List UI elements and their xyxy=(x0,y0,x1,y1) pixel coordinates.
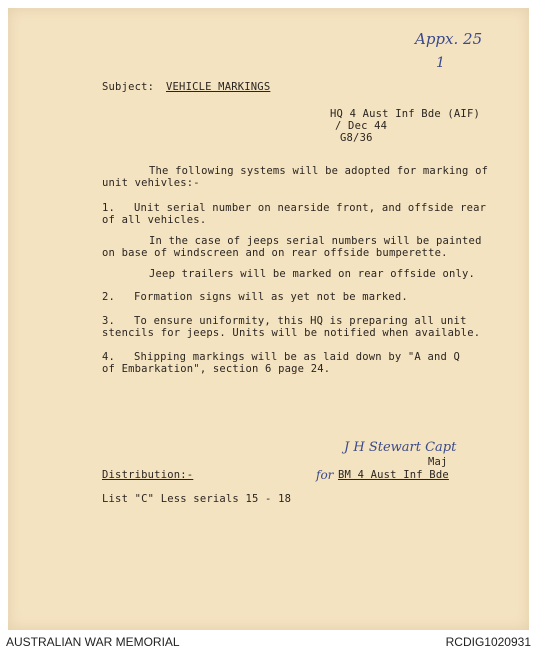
item-1-line-1: Unit serial number on nearside front, and offside rear xyxy=(134,202,487,214)
footer-left-credit: AUSTRALIAN WAR MEMORIAL xyxy=(6,635,180,649)
item-4-number: 4. xyxy=(102,351,116,363)
appendix-annotation: Appx. 25 xyxy=(415,30,483,48)
footer-right-id: RCDIG1020931 xyxy=(445,635,531,649)
intro-line-1: The following systems will be adopted for marking of xyxy=(149,165,489,177)
ref-line-2: / Dec 44 xyxy=(335,120,388,132)
item-3-line-1: To ensure uniformity, this HQ is preparing all unit xyxy=(134,315,467,327)
footer-bar xyxy=(0,630,537,654)
item-3-line-2: stencils for jeeps. Units will be notified when available. xyxy=(102,327,481,339)
distribution-label: Distribution:- xyxy=(102,469,194,481)
item-2-line-1: Formation signs will as yet not be marked. xyxy=(134,291,408,303)
subject-label: Subject: xyxy=(102,81,155,93)
item-1-line-2: of all vehicles. xyxy=(102,214,207,226)
item-4-line-1: Shipping markings will be as laid down by "A and Q xyxy=(134,351,461,363)
page-number-annotation: 1 xyxy=(436,55,445,71)
signature-rank: Maj xyxy=(428,456,448,468)
signature-title: BM 4 Aust Inf Bde xyxy=(338,469,449,481)
item-1-sub-1-line-2: on base of windscreen and on rear offside bumperette. xyxy=(102,247,448,259)
distribution-list: List "C" Less serials 15 - 18 xyxy=(102,493,292,505)
item-1-sub-2: Jeep trailers will be marked on rear offside only. xyxy=(149,268,476,280)
item-1-sub-1-line-1: In the case of jeeps serial numbers will be painted xyxy=(149,235,482,247)
handwritten-signature: J H Stewart Capt xyxy=(344,440,457,455)
intro-line-2: unit vehivles:- xyxy=(102,177,200,189)
ref-line-1: HQ 4 Aust Inf Bde (AIF) xyxy=(330,108,480,120)
signature-for: for xyxy=(316,468,334,482)
ref-line-3: G8/36 xyxy=(340,132,373,144)
subject-title: VEHICLE MARKINGS xyxy=(166,81,271,93)
item-1-number: 1. xyxy=(102,202,116,214)
item-2-number: 2. xyxy=(102,291,116,303)
document-page xyxy=(8,8,529,630)
item-4-line-2: of Embarkation", section 6 page 24. xyxy=(102,363,331,375)
item-3-number: 3. xyxy=(102,315,116,327)
